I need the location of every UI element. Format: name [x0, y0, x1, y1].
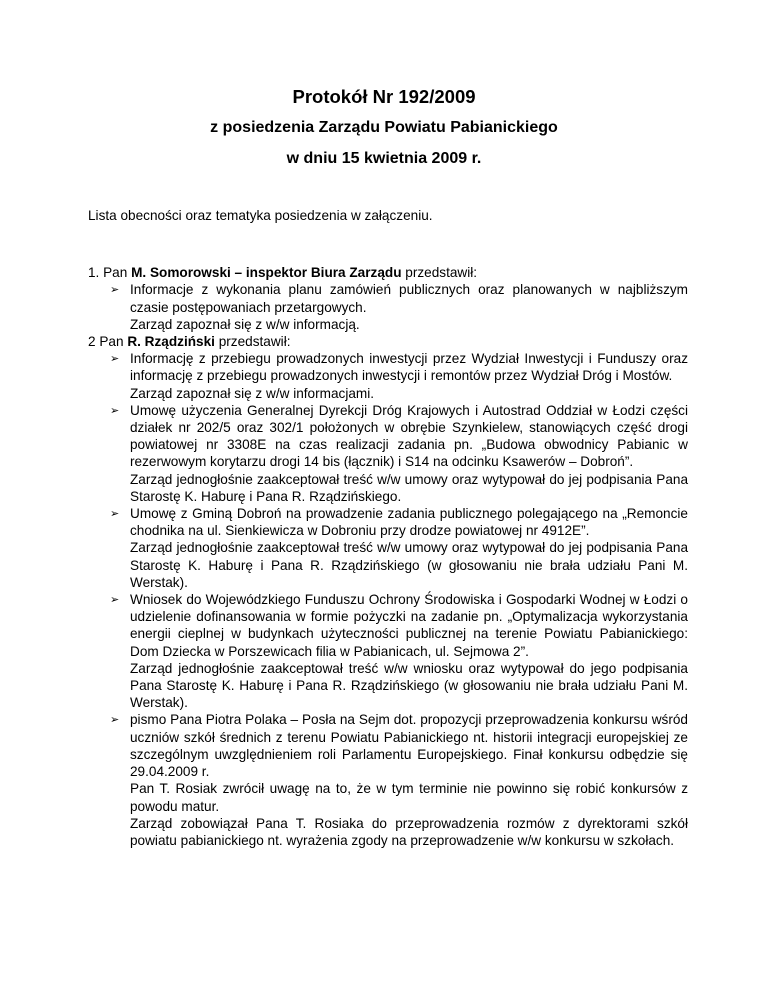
document-subtitle: z posiedzenia Zarządu Powiatu Pabianickiego: [210, 119, 558, 136]
point-resolution: Zarząd zapoznał się z w/w informacją.: [130, 316, 360, 332]
attendance-note: Lista obecności oraz tematyka posiedzenia w załączeniu.: [88, 208, 433, 223]
agenda-points: [88, 281, 688, 333]
agenda-point: [88, 281, 688, 333]
point-resolution: Zarząd jednogłośnie zaakceptował treść w/w umowy oraz wytypował do jej podpisania Pana Starostę K. Haburę i Pana R. Rządzińskiego.: [130, 471, 688, 504]
arrowhead-bullet-icon: ➢: [110, 507, 120, 521]
document-body: [88, 207, 688, 849]
item-number: 1. Pan: [88, 265, 132, 281]
point-resolution: Zarząd zapoznał się z w/w informacjami.: [130, 385, 375, 401]
agenda-item: [88, 264, 688, 333]
agenda-item-heading: [88, 333, 688, 350]
point-text: Umowę z Gminą Dobroń na prowadzenie zadania publicznego polegającego na „Remoncie chodnika na ul. Sienkiewicza w Dobroniu przy drodze powiatowej nr 4912E”.: [130, 506, 688, 539]
agenda-item-heading: [88, 264, 688, 281]
point-note: Pan T. Rosiak zwrócił uwagę na to, że w tym terminie nie powinno się robić konkursów z powodu matur.: [130, 781, 688, 814]
item-heading-suffix: przedstawił:: [214, 334, 291, 350]
point-resolution: Zarząd jednogłośnie zaakceptował treść w/w umowy oraz wytypował do jej podpisania Pana Starostę K. Haburę i Pana R. Rządzińskiego (w głosowaniu nie brała udziału Pani M. Werstak).: [130, 540, 688, 590]
presenter-name: R. Rządziński: [127, 334, 215, 350]
item-number: 2 Pan: [88, 334, 128, 350]
point-text: Wniosek do Wojewódzkiego Funduszu Ochrony Środowiska i Gospodarki Wodnej w Łodzi o udzielenie dofinansowania w formie pożyczki na zadanie pn. „Optymalizacja wykorzystania energii cieplnej w budynkach użyteczności publicznej na terenie Powiatu Pabianickiego: Dom Dziecka w Porszewicach filia w Pabianicach, ul. Sejmowa 2”.: [130, 592, 688, 659]
point-text: Informacje z wykonania planu zamówień publicznych oraz planowanych w najbliższym czasie postępowaniach przetargowych.: [130, 282, 688, 315]
arrowhead-bullet-icon: ➢: [110, 283, 120, 297]
agenda-point: [88, 402, 688, 505]
agenda-points: [88, 350, 688, 849]
item-heading-suffix: przedstawił:: [401, 265, 478, 281]
point-resolution: Zarząd jednogłośnie zaakceptował treść w/w wniosku oraz wytypował do jego podpisania Pana Starostę K. Haburę i Pana R. Rządzińskiego (w głosowaniu nie brała udziału Pani M. Werstak).: [130, 660, 688, 711]
meeting-date: w dniu 15 kwietnia 2009 r.: [286, 150, 482, 167]
arrowhead-bullet-icon: ➢: [110, 593, 120, 607]
agenda-point: [88, 505, 688, 591]
arrowhead-bullet-icon: ➢: [110, 352, 120, 366]
agenda-point: [88, 350, 688, 402]
arrowhead-bullet-icon: ➢: [110, 403, 120, 417]
point-resolution: Zarząd zobowiązał Pana T. Rosiaka do przeprowadzenia rozmów z dyrektorami szkół powiatu pabianickiego nt. wyrażenia zgody na przeprowadzenie w/w konkursu w szkołach.: [130, 815, 688, 848]
agenda-point: [88, 711, 688, 849]
point-text: pismo Pana Piotra Polaka – Posła na Sejm dot. propozycji przeprowadzenia konkursu wśród uczniów szkół średnich z terenu Powiatu Pabianickiego nt. historii integracji europejskiej ze szczególnym uwzględnieniem roli Parlamentu Europejskiego. Finał konkursu odbędzie się 29.04.2009 r.: [130, 712, 688, 780]
agenda-item: [88, 333, 688, 849]
presenter-name: M. Somorowski – inspektor Biura Zarządu: [131, 265, 402, 281]
document-title: Protokół Nr 192/2009: [292, 86, 476, 107]
arrowhead-bullet-icon: ➢: [110, 713, 120, 727]
point-text: Umowę użyczenia Generalnej Dyrekcji Dróg Krajowych i Autostrad Oddział w Łodzi części działek nr 202/5 oraz 302/1 położonych w obrębie Szynkielew, stanowiących część drogi powiatowej nr 3308E na czas realizacji zadania pn. „Budowa obwodnicy Pabianic w rezerwowym korytarzu drogi 14 bis (łącznik) i S14 na odcinku Ksawerów – Dobroń”.: [130, 402, 688, 470]
point-text: Informację z przebiegu prowadzonych inwestycji przez Wydział Inwestycji i Funduszy oraz informację z przebiegu prowadzonych inwestycji i remontów przez Wydział Dróg i Mostów.: [130, 351, 688, 384]
agenda-point: [88, 591, 688, 711]
